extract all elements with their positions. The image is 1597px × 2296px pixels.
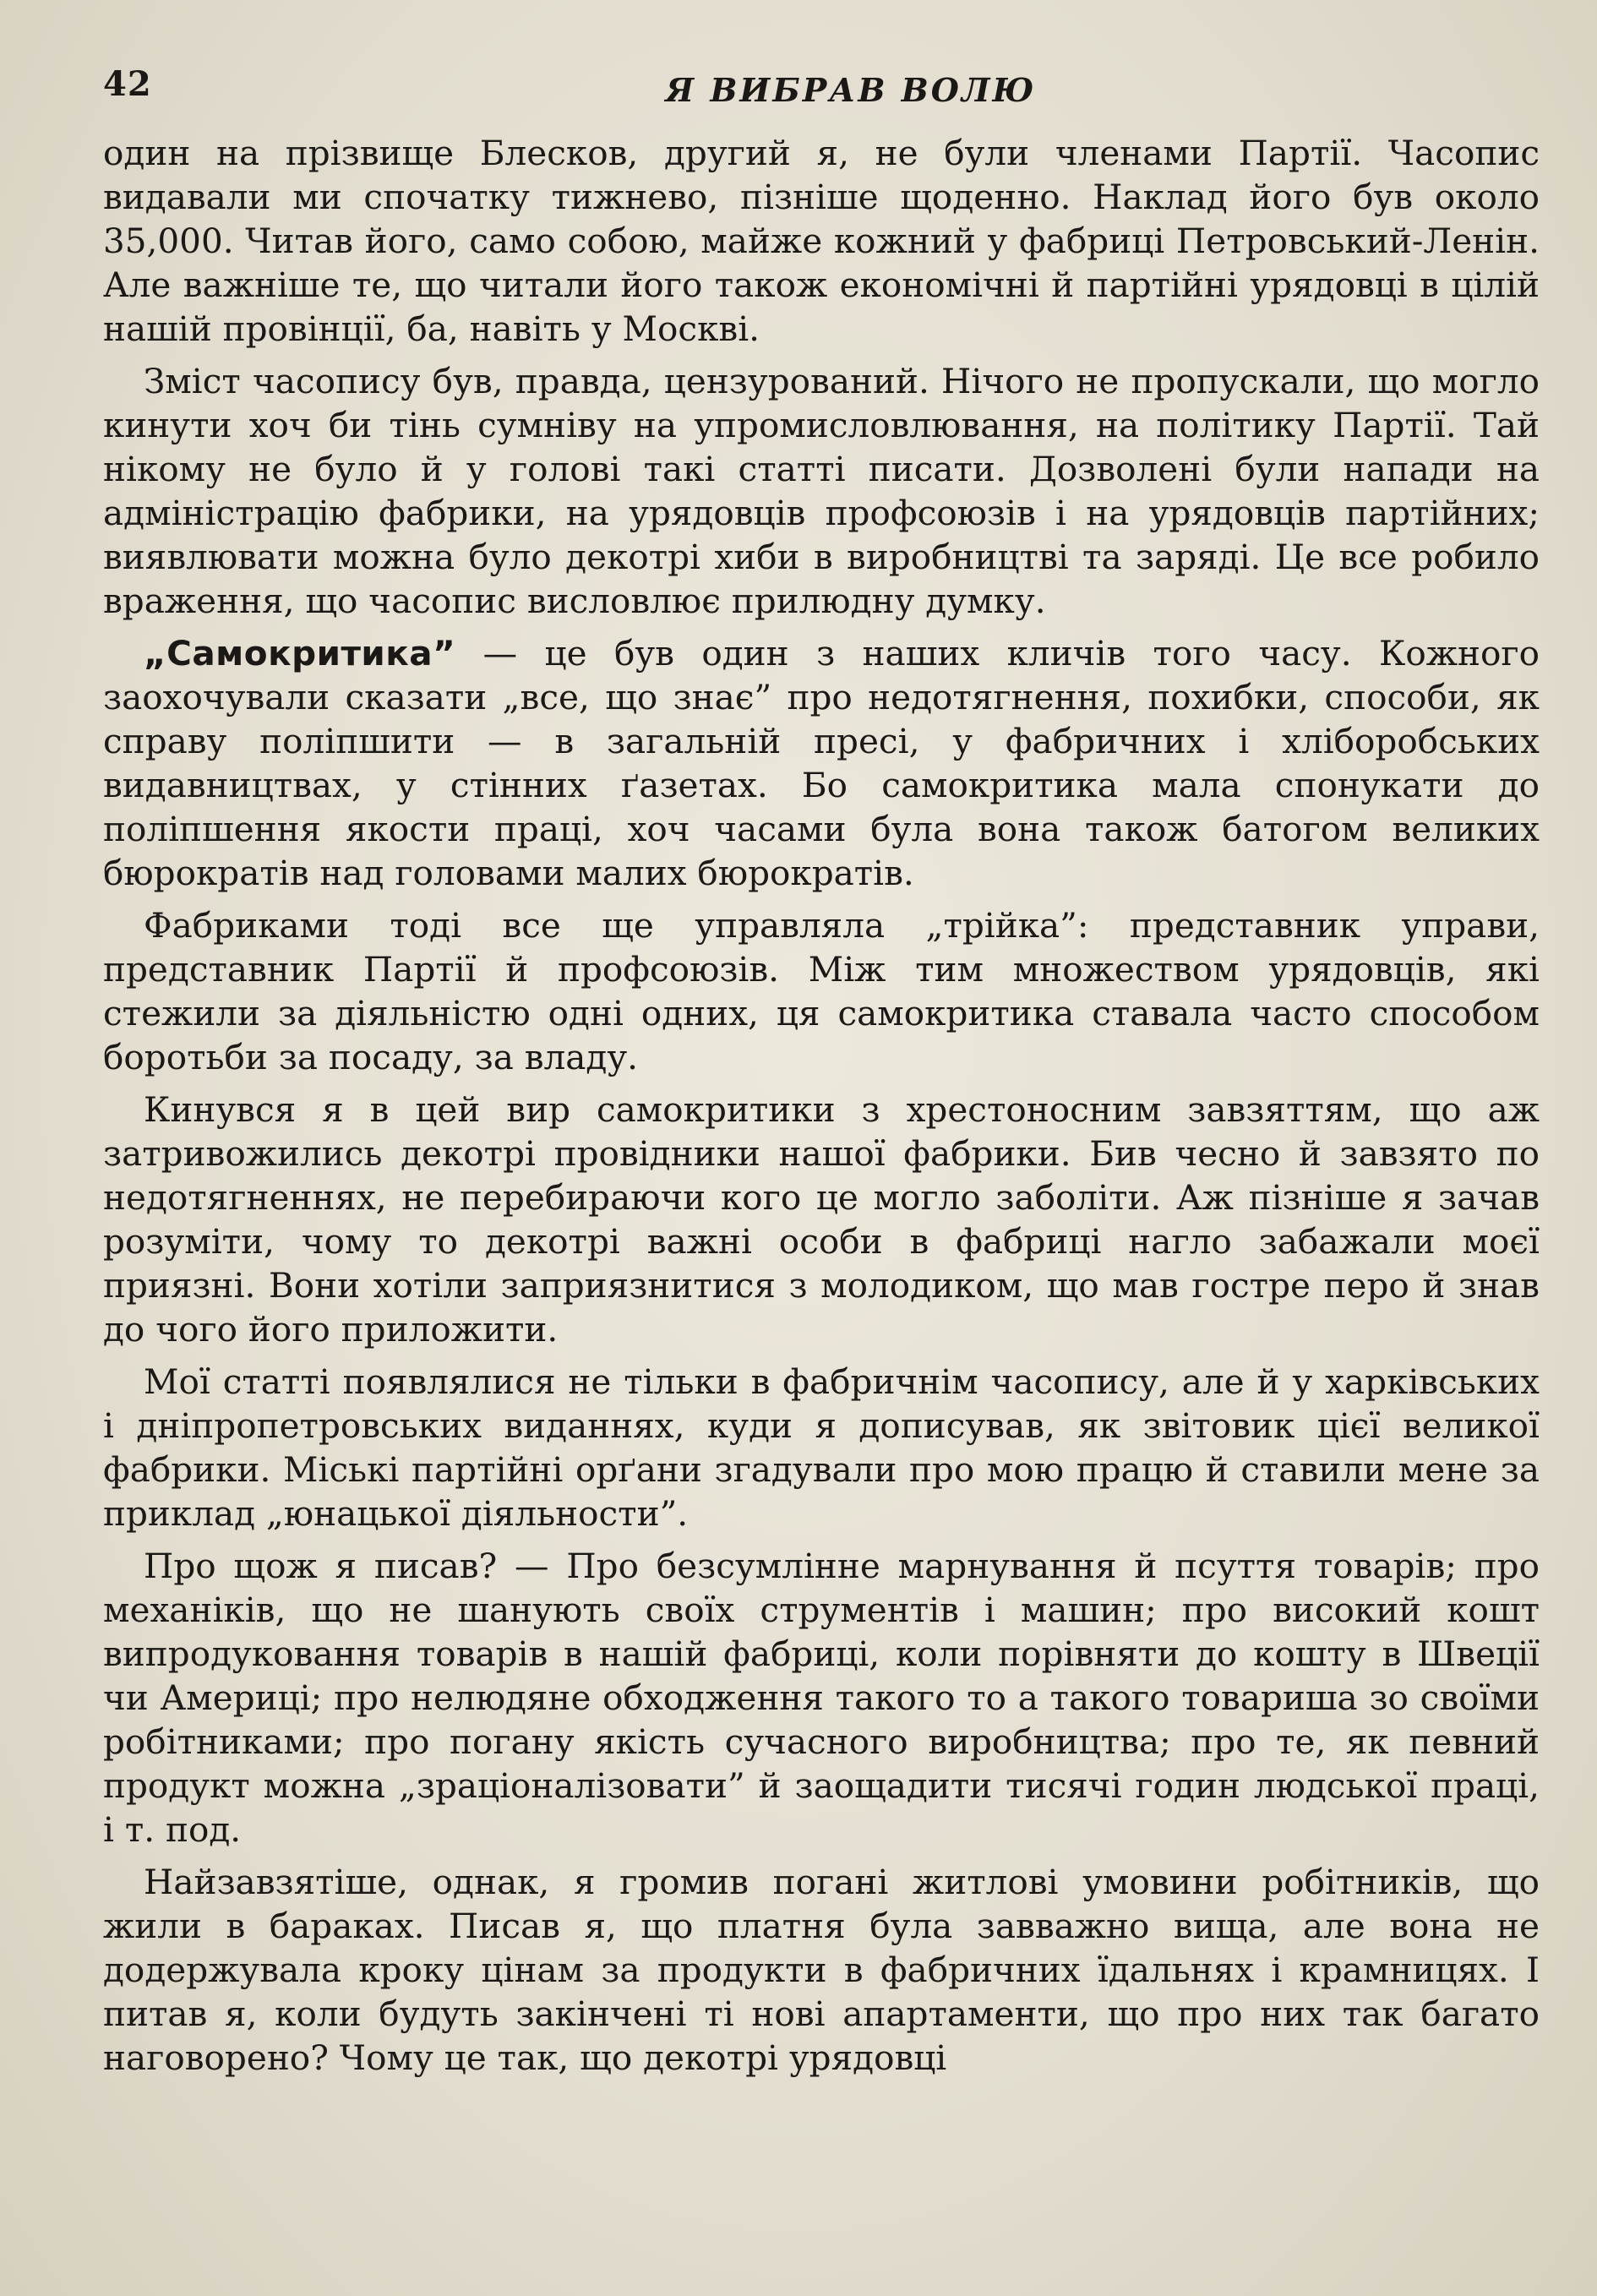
running-title: Я ВИБРАВ ВОЛЮ bbox=[665, 71, 1037, 109]
page-header bbox=[103, 59, 1540, 118]
paragraph bbox=[103, 1360, 1540, 1535]
paragraph bbox=[103, 1088, 1540, 1351]
paragraph bbox=[103, 631, 1540, 895]
paragraph-text: — це був один з наших кличів того часу. Кожного заохочували сказати „все, що знає” про недотягнення, похибки, способи, як справу поліпшити — в загальній пресі, у фабричних і хліборобських видавництвах, у стінних ґазетах. Бо самокритика мала спонукати до поліпшення якости праці, хоч часами була вона також батогом великих бюрократів над головами малих бюрократів. bbox=[103, 633, 1540, 893]
paragraph-lead-term: „Самокритика” bbox=[144, 633, 456, 674]
paragraph bbox=[103, 359, 1540, 623]
paragraph-text: Про щож я писав? — Про безсумлінне марнування й псуття товарів; про механіків, що не шанують своїх струментів і машин; про високий кошт випродуковання товарів в нашій фабриці, коли порівняти до кошту в Швеції чи Америці; про нелюдяне обходження такого то а такого товариша зо своїми робітниками; про погану якість сучасного виробництва; про те, як певний продукт можна „зраціоналізовати” й заощадити тисячі годин людської праці, і т. под. bbox=[103, 1546, 1540, 1850]
paragraph-text: Найзавзятіше, однак, я громив погані житлові умовини робітників, що жили в бараках. Писав я, що платня була завважно вища, але вона не додержувала кроку цінам за продукти в фабричних їдальнях і крамницях. І питав я, коли будуть закінчені ті нові апартаменти, що про них так багато наговорено? Чому це так, що декотрі урядовці bbox=[103, 1862, 1540, 2078]
paragraph-text: Кинувся я в цей вир самокритики з хрестоносним завзяттям, що аж затривожились декотрі провідники нашої фабрики. Бив чесно й завзято по недотягненнях, не перебираючи кого це могло заболіти. Аж пізніше я зачав розуміти, чому то декотрі важні особи в фабриці нагло забажали моєї приязні. Вони хотіли заприязнитися з молодиком, що мав гостре перо й знав до чого його приложити. bbox=[103, 1089, 1540, 1350]
paragraph-text: Мої статті появлялися не тільки в фабричнім часопису, але й у харківських і дніпропетровських виданнях, куди я дописував, як звітовик цієї великої фабрики. Міські партійні орґани згадували про мою працю й ставили мене за приклад „юнацької діяльности”. bbox=[103, 1361, 1540, 1534]
paragraph bbox=[103, 1544, 1540, 1852]
paragraph bbox=[103, 131, 1540, 351]
paragraph-text: Фабриками тоді все ще управляла „трійка”: представник управи, представник Партії й профсоюзів. Між тим множеством урядовців, які стежили за діяльністю одні одних, ця самокритика ставала часто способом боротьби за посаду, за владу. bbox=[103, 905, 1540, 1077]
paragraph-text: Зміст часопису був, правда, цензурований. Нічого не пропускали, що могло кинути хоч би тінь сумніву на упромисловлювання, на політику Партії. Тай нікому не було й у голові такі статті писати. Дозволені були напади на адміністрацію фабрики, на урядовців профсоюзів і на урядовців партійних; виявлювати можна було декотрі хиби в виробництві та заряді. Це все робило враження, що часопис висловлює прилюдну думку. bbox=[103, 361, 1540, 621]
paragraph-text: один на прізвище Блесков, другий я, не були членами Партії. Часопис видавали ми спочатку тижнево, пізніше щоденно. Наклад його був около 35,000. Читав його, само собою, майже кожний у фабриці Петровський-Ленін. Але важніше те, що читали його також економічні й партійні урядовці в цілій нашій провінції, ба, навіть у Москві. bbox=[103, 133, 1540, 349]
paragraph bbox=[103, 1860, 1540, 2080]
paragraph bbox=[103, 903, 1540, 1079]
body-text bbox=[103, 131, 1540, 2088]
page-number: 42 bbox=[103, 64, 152, 104]
